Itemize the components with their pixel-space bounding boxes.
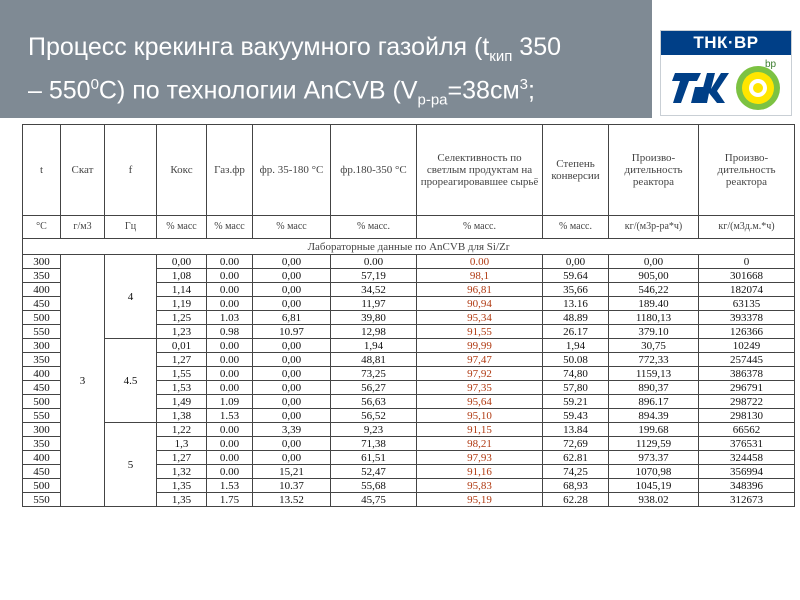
table-cell: 0,00 <box>253 353 331 367</box>
table-cell: 0,00 <box>253 381 331 395</box>
table-cell: 1,08 <box>157 269 207 283</box>
table-cell: 6,81 <box>253 311 331 325</box>
table-cell: 73,25 <box>331 367 417 381</box>
table-cell: 500 <box>23 479 61 493</box>
table-cell: 97,92 <box>417 367 543 381</box>
header-cell: фр.180-350 °С <box>331 125 417 216</box>
table-cell: 74,25 <box>543 465 609 479</box>
table-cell: 57,80 <box>543 381 609 395</box>
table-cell: 98,1 <box>417 269 543 283</box>
table-cell: 90,94 <box>417 297 543 311</box>
header-cell: Кокс <box>157 125 207 216</box>
unit-cell: кг/(м3д.м.*ч) <box>699 216 795 239</box>
table-cell: 0 <box>699 255 795 269</box>
table-cell: 1,94 <box>331 339 417 353</box>
table-cell: 30,75 <box>609 339 699 353</box>
table-cell: 0.00 <box>207 465 253 479</box>
table-cell: 59.43 <box>543 409 609 423</box>
table-cell: 905,00 <box>609 269 699 283</box>
table-cell: 1,38 <box>157 409 207 423</box>
table-cell: 56,52 <box>331 409 417 423</box>
table-cell: 400 <box>23 367 61 381</box>
table-cell: 126366 <box>699 325 795 339</box>
table-cell: 296791 <box>699 381 795 395</box>
unit-cell: °С <box>23 216 61 239</box>
table-cell: 95,64 <box>417 395 543 409</box>
table-cell: 1,94 <box>543 339 609 353</box>
table-cell: 74,80 <box>543 367 609 381</box>
table-cell: 300 <box>23 255 61 269</box>
table-cell: 10249 <box>699 339 795 353</box>
table-cell: 300 <box>23 423 61 437</box>
table-cell: 1,35 <box>157 493 207 507</box>
table-cell: 0.00 <box>417 255 543 269</box>
table-cell: 379.10 <box>609 325 699 339</box>
table-cell: 546,22 <box>609 283 699 297</box>
table-section-row <box>23 239 795 255</box>
table-cell: 0.00 <box>207 353 253 367</box>
table-cell: 95,10 <box>417 409 543 423</box>
table-cell: 1.75 <box>207 493 253 507</box>
table-cell: 450 <box>23 297 61 311</box>
logo-wordmark: ТНК·ВР <box>661 31 791 55</box>
table-cell: 68,93 <box>543 479 609 493</box>
table-cell: 11,97 <box>331 297 417 311</box>
header-cell: Газ.фр <box>207 125 253 216</box>
table-cell: 48.89 <box>543 311 609 325</box>
table-cell: 300 <box>23 339 61 353</box>
table-cell: 12,98 <box>331 325 417 339</box>
table-cell: 0.00 <box>207 423 253 437</box>
table-cell: 324458 <box>699 451 795 465</box>
table-cell: 13.52 <box>253 493 331 507</box>
table-cell: 0,00 <box>609 255 699 269</box>
table-cell: 386378 <box>699 367 795 381</box>
table-cell: 95,83 <box>417 479 543 493</box>
table-cell: 1,27 <box>157 353 207 367</box>
table-cell: 0,00 <box>253 283 331 297</box>
table-cell: 1,27 <box>157 451 207 465</box>
table-cell: 63135 <box>699 297 795 311</box>
table-cell: 0,01 <box>157 339 207 353</box>
table-cell: 15,21 <box>253 465 331 479</box>
table-cell: 13.84 <box>543 423 609 437</box>
table-cell: 500 <box>23 311 61 325</box>
table-cell: 550 <box>23 409 61 423</box>
table-cell: 91,55 <box>417 325 543 339</box>
table-cell: 13.16 <box>543 297 609 311</box>
table-cell: 550 <box>23 493 61 507</box>
table-cell: 350 <box>23 353 61 367</box>
table-cell: 39,80 <box>331 311 417 325</box>
table-cell: 1,3 <box>157 437 207 451</box>
table-row <box>23 255 795 269</box>
header-cell: Скат <box>61 125 105 216</box>
unit-cell: г/м3 <box>61 216 105 239</box>
bp-helios-icon <box>735 65 781 111</box>
unit-cell: % масс <box>207 216 253 239</box>
table-cell: 450 <box>23 465 61 479</box>
table-cell: 0,00 <box>543 255 609 269</box>
table-cell: 199.68 <box>609 423 699 437</box>
freq-cell: 5 <box>105 423 157 507</box>
table-cell: 0.00 <box>207 451 253 465</box>
table-cell: 0,00 <box>253 395 331 409</box>
table-cell: 97,35 <box>417 381 543 395</box>
unit-cell: % масс. <box>417 216 543 239</box>
table-row <box>23 423 795 437</box>
table-cell: 1.53 <box>207 409 253 423</box>
table-cell: 99,99 <box>417 339 543 353</box>
header-cell: t <box>23 125 61 216</box>
table-cell: 66562 <box>699 423 795 437</box>
group-cell: 3 <box>61 255 105 507</box>
table-cell: 890,37 <box>609 381 699 395</box>
table-cell: 10.97 <box>253 325 331 339</box>
table-cell: 298722 <box>699 395 795 409</box>
table-cell: 0,00 <box>253 269 331 283</box>
table-cell: 0,00 <box>253 339 331 353</box>
table-cell: 0.00 <box>207 339 253 353</box>
table-cell: 0,00 <box>253 409 331 423</box>
table-cell: 3,39 <box>253 423 331 437</box>
table-cell: 9,23 <box>331 423 417 437</box>
table-cell: 312673 <box>699 493 795 507</box>
unit-cell: % масс <box>157 216 207 239</box>
table-cell: 1,14 <box>157 283 207 297</box>
table-cell: 57,19 <box>331 269 417 283</box>
header-cell: Произво-дительность реактора <box>699 125 795 216</box>
bp-label: bp <box>765 59 777 70</box>
table-cell: 97,47 <box>417 353 543 367</box>
title-line-1: Процесс крекинга вакуумного газойля ($t_{кип}$ 350 <box>28 33 562 65</box>
table-cell: 34,52 <box>331 283 417 297</box>
table-cell: 91,15 <box>417 423 543 437</box>
table-cell: 26.17 <box>543 325 609 339</box>
table-cell: 1.09 <box>207 395 253 409</box>
header-cell: Произво-дительность реактора <box>609 125 699 216</box>
table-cell: 35,66 <box>543 283 609 297</box>
table-cell: 1,25 <box>157 311 207 325</box>
table-cell: 348396 <box>699 479 795 493</box>
table-cell: 0.98 <box>207 325 253 339</box>
table-cell: 45,75 <box>331 493 417 507</box>
table-cell: 0.00 <box>207 283 253 297</box>
table-cell: 772,33 <box>609 353 699 367</box>
table-cell: 91,16 <box>417 465 543 479</box>
table-cell: 189.40 <box>609 297 699 311</box>
table-cell: 1,32 <box>157 465 207 479</box>
cracking-data-table <box>22 124 795 507</box>
table-cell: 95,34 <box>417 311 543 325</box>
table-cell: 1159,13 <box>609 367 699 381</box>
table-cell: 1070,98 <box>609 465 699 479</box>
table-cell: 400 <box>23 451 61 465</box>
table-cell: 0,00 <box>253 451 331 465</box>
table-cell: 550 <box>23 325 61 339</box>
table-cell: 71,38 <box>331 437 417 451</box>
table-cell: 894.39 <box>609 409 699 423</box>
table-cell: 0.00 <box>207 255 253 269</box>
table-cell: 393378 <box>699 311 795 325</box>
table-cell: 0.00 <box>207 381 253 395</box>
header-cell: Селективность по светлым продуктам на прореагировавшее сырьё <box>417 125 543 216</box>
unit-cell: % масс. <box>331 216 417 239</box>
table-cell: 500 <box>23 395 61 409</box>
table-cell: 0,00 <box>253 437 331 451</box>
table-units-row <box>23 216 795 239</box>
table-cell: 61,51 <box>331 451 417 465</box>
table-cell: 0,00 <box>157 255 207 269</box>
table-row <box>23 339 795 353</box>
table-cell: 301668 <box>699 269 795 283</box>
table-cell: 376531 <box>699 437 795 451</box>
unit-cell: % масс <box>253 216 331 239</box>
unit-cell: Гц <box>105 216 157 239</box>
table-cell: 72,69 <box>543 437 609 451</box>
table-cell: 896.17 <box>609 395 699 409</box>
table-cell: 298130 <box>699 409 795 423</box>
tnk-emblem-icon <box>671 63 731 109</box>
header-cell: фр. 35-180 °С <box>253 125 331 216</box>
unit-cell: % масс. <box>543 216 609 239</box>
freq-cell: 4 <box>105 255 157 339</box>
table-cell: 55,68 <box>331 479 417 493</box>
table-cell: 1,55 <box>157 367 207 381</box>
table-cell: 96,81 <box>417 283 543 297</box>
table-cell: 62.28 <box>543 493 609 507</box>
table-cell: 1045,19 <box>609 479 699 493</box>
table-cell: 52,47 <box>331 465 417 479</box>
table-cell: 0.00 <box>207 367 253 381</box>
header-cell: Степень конверсии <box>543 125 609 216</box>
table-cell: 0.00 <box>207 297 253 311</box>
table-header-row <box>23 125 795 216</box>
title-line-2: – $550^0С$) по технологии AnCVB ($V_{р-ра}=38см^3$; <box>28 76 535 109</box>
table-cell: 56,63 <box>331 395 417 409</box>
table-cell: 0.00 <box>331 255 417 269</box>
table-cell: 10.37 <box>253 479 331 493</box>
freq-cell: 4.5 <box>105 339 157 423</box>
table-cell: 1180,13 <box>609 311 699 325</box>
table-cell: 62.81 <box>543 451 609 465</box>
table-cell: 97,93 <box>417 451 543 465</box>
table-cell: 59.64 <box>543 269 609 283</box>
table-cell: 400 <box>23 283 61 297</box>
header-cell: f <box>105 125 157 216</box>
table-cell: 0,00 <box>253 255 331 269</box>
table-cell: 59.21 <box>543 395 609 409</box>
table-cell: 50.08 <box>543 353 609 367</box>
tnk-bp-logo <box>660 30 792 116</box>
table-cell: 973.37 <box>609 451 699 465</box>
table-cell: 450 <box>23 381 61 395</box>
table-cell: 1,53 <box>157 381 207 395</box>
table-cell: 938.02 <box>609 493 699 507</box>
title-line-3: $V_{д.м.}=20см^3$.) <box>28 119 168 152</box>
table-cell: 350 <box>23 437 61 451</box>
table-cell: 356994 <box>699 465 795 479</box>
table-cell: 1129,59 <box>609 437 699 451</box>
table-cell: 257445 <box>699 353 795 367</box>
table-cell: 56,27 <box>331 381 417 395</box>
table-cell: 1,23 <box>157 325 207 339</box>
table-cell: 1.53 <box>207 479 253 493</box>
table-cell: 182074 <box>699 283 795 297</box>
table-cell: 0,00 <box>253 367 331 381</box>
table-cell: 0,00 <box>253 297 331 311</box>
table-cell: 0.00 <box>207 269 253 283</box>
table-cell: 1,35 <box>157 479 207 493</box>
table-cell: 1.03 <box>207 311 253 325</box>
section-title: Лабораторные данные по AnCVB для Si/Zr <box>23 239 795 255</box>
table-cell: 1,22 <box>157 423 207 437</box>
table-cell: 1,19 <box>157 297 207 311</box>
table-cell: 350 <box>23 269 61 283</box>
table-cell: 48,81 <box>331 353 417 367</box>
table-cell: 98,21 <box>417 437 543 451</box>
table-cell: 0.00 <box>207 437 253 451</box>
unit-cell: кг/(м3р-ра*ч) <box>609 216 699 239</box>
table-cell: 1,49 <box>157 395 207 409</box>
table-cell: 95,19 <box>417 493 543 507</box>
